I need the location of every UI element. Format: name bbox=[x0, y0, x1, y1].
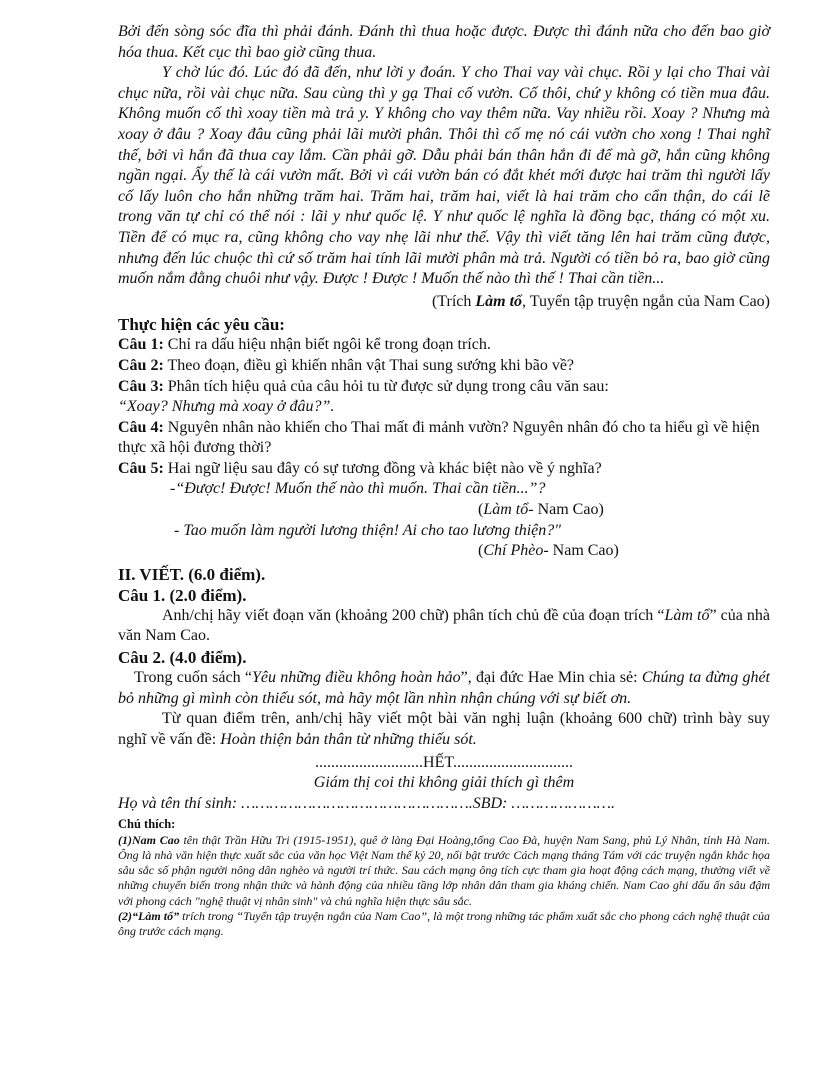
proctor-note: Giám thị coi thi không giải thích gì thêm bbox=[313, 774, 575, 792]
writing-q1-title: Làm tổ bbox=[664, 606, 710, 624]
passage-paragraph-2: Y chờ lúc đó. Lúc đó đã đến, như lời y đoán. Y cho Thai vay vài chục. Rồi y lại cho Thai vài chục nữa, rồi vài chục nữa. Sau cùng thì y gạ Thai cố vườn. Cố thôi, chứ y không có tiền mua đâu. Không muốn cố thì xoay tiền mà trả y. Y không cho vay thêm nữa. Vay nhiều rồi. Xoay ? Nhưng mà xoay ở đâu ? Xoay đâu cũng phải lãi mười phân. Thôi thì cố mẹ nó cái vườn cho xong ! Thai nghĩ thế, bởi vì hắn đã thua cay lắm. Cần phải gỡ. Dẫu phải bán thân hắn đi để mà gỡ, hắn cũng không ngần ngại. Ấy thế là cái vườn mất. Bởi vì cái vườn bán có đắt khét mới được hai trăm thì người lấy cố lấy luôn cho hắn những trăm hai. Trăm hai, trăm hai, viết là hai trăm cho cẩn thận, do cái lẽ trong văn tự chỉ có thể nói : lãi y như quốc lệ. Y như quốc lệ nghĩa là đồng bạc, tháng có một xu. Tiền để có mục ra, cũng không cho vay nhẹ lãi như thế. Vậy thì viết tăng lên hai trăm cũng được, nhưng đến lúc chuộc thì cứ số trăm hai tính lãi mười phân mà trả. Người có tiền bỏ ra, bao giờ cũng muốn nắm đằng chuôi như vậy. Được ! Được ! Muốn thế nào thì thế ! Thai cần tiền... bbox=[118, 64, 770, 288]
question-5-quote-2: - Tao muốn làm người lương thiện! Ai cho tao lương thiện?" bbox=[174, 521, 561, 539]
writing-q2-task bbox=[118, 709, 770, 750]
question-4-label: Câu 4: bbox=[118, 418, 164, 436]
writing-heading: II. VIẾT. (6.0 điểm). bbox=[118, 564, 266, 584]
question-5-text: Hai ngữ liệu sau đây có sự tương đồng và khác biệt nào về ý nghĩa? bbox=[163, 459, 602, 477]
exam-page bbox=[118, 22, 770, 940]
passage-paragraph-1: Bởi đến sòng sóc đĩa thì phải đánh. Đánh thì thua hoặc được. Được thì đánh nữa cho đến bao giờ hóa thua. Kết cục thì bao giờ cũng thua. bbox=[118, 23, 770, 61]
candidate-line: Họ và tên thí sinh: ………………………………………….SBD: …………………. bbox=[118, 795, 615, 812]
question-3 bbox=[118, 377, 770, 398]
writing-q2-text-a: Trong cuốn sách “ bbox=[134, 669, 252, 687]
source-2-rest: - Nam Cao) bbox=[543, 542, 619, 560]
writing-q2-heading: Câu 2. (4.0 điểm). bbox=[118, 648, 247, 668]
passage-source bbox=[118, 292, 770, 313]
source-1-rest: - Nam Cao) bbox=[528, 501, 604, 519]
question-1-label: Câu 1: bbox=[118, 336, 164, 354]
end-marker: ...........................HẾT.............................. bbox=[315, 754, 573, 772]
source-title: Làm tổ bbox=[475, 292, 523, 310]
writing-q2-text-b: ”, đại đức Hae Min chia sẻ: bbox=[460, 669, 642, 687]
question-1-text: Chỉ ra dấu hiệu nhận biết ngôi kể trong đoạn trích. bbox=[163, 336, 491, 354]
note-1-text: tên thật Trần Hữu Tri (1915-1951), quê ở làng Đại Hoàng,tổng Cao Đà, huyện Nam Sang, phủ Lý Nhân, tỉnh Hà Nam. Ông là nhà văn hiện thực xuất sắc của văn học Việt Nam thế kỷ 20, nổi bật trước Cách mạng tháng Tám với các truyện ngắn khắc họa sâu sắc số phận người nông dân nghèo và người trí thức. Sau cách mạng ông tích cực tham gia hoạt động cách mạng, thường viết về những chuyển biến trong nhận thức và hành động của nhiều tầng lớp nhân dân tham gia kháng chiến. Nam Cao ghi dấu ấn sâu đậm với phong cách "nghệ thuật vị nhân sinh" và chủ nghĩa hiện thực sâu sắc. bbox=[118, 832, 771, 908]
note-2 bbox=[118, 909, 770, 940]
question-5-source-1: (Làm tổ- Nam Cao) bbox=[478, 501, 604, 519]
note-2-label: (2)“Làm tổ” bbox=[118, 909, 180, 924]
writing-q2-task-a: Từ quan điểm trên, anh/chị hãy viết một bài văn nghị luận (khoảng 600 chữ) trình bày suy nghĩ về vấn đề: bbox=[118, 710, 770, 748]
source-suffix: , Tuyển tập truyện ngắn của Nam Cao) bbox=[522, 292, 770, 310]
question-3-text: Phân tích hiệu quả của câu hỏi tu từ được sử dụng trong câu văn sau: bbox=[163, 377, 609, 395]
writing-q2-book: Yêu những điều không hoàn hảo bbox=[251, 669, 461, 687]
note-1-label: (1)Nam Cao bbox=[118, 832, 180, 847]
writing-q2-text bbox=[118, 668, 770, 709]
writing-q2-quote: Chúng ta đừng ghét bỏ những gì mình còn thiếu sót, mà hãy một lần nhìn nhận chúng với sự biết ơn. bbox=[118, 669, 770, 707]
question-3-label: Câu 3: bbox=[118, 377, 164, 395]
question-5-quote-1: -“Được! Được! Muốn thế nào thì muốn. Thai cần tiền...”? bbox=[170, 480, 546, 498]
notes-heading: Chú thích: bbox=[118, 816, 176, 831]
question-5-label: Câu 5: bbox=[118, 459, 164, 477]
question-1 bbox=[118, 335, 770, 356]
note-2-text: trích trong “Tuyển tập truyện ngắn của Nam Cao”, là một trong những tác phẩm xuất sắc cho phong cách nghệ thuật của ông trước cách mạng. bbox=[118, 909, 770, 939]
question-3-quote: “Xoay? Nhưng mà xoay ở đâu?”. bbox=[118, 398, 335, 416]
writing-q1-text-b: ” của nhà văn Nam Cao. bbox=[118, 606, 771, 645]
writing-q1-text-a: Anh/chị hãy viết đoạn văn (khoảng 200 chữ) phân tích chủ đề của đoạn trích “ bbox=[162, 606, 665, 624]
question-2-text: Theo đoạn, điều gì khiến nhân vật Thai sung sướng khi bão về? bbox=[163, 356, 575, 374]
source-1-title: Làm tổ bbox=[483, 501, 529, 519]
question-2 bbox=[118, 356, 770, 377]
question-4 bbox=[118, 418, 770, 459]
source-prefix: (Trích bbox=[431, 292, 476, 310]
question-5 bbox=[118, 459, 770, 480]
writing-q2-task-b: Hoàn thiện bản thân từ những thiếu sót. bbox=[220, 730, 477, 748]
question-4-text: Nguyên nhân nào khiến cho Thai mất đi mảnh vườn? Nguyên nhân đó cho ta hiểu gì về hiện thực xã hội đương thời? bbox=[118, 418, 760, 457]
note-1 bbox=[118, 833, 770, 909]
question-5-source-2: (Chí Phèo- Nam Cao) bbox=[478, 542, 619, 560]
writing-q1-text bbox=[118, 606, 770, 647]
source-2-title: Chí Phèo bbox=[483, 542, 544, 560]
tasks-heading: Thực hiện các yêu cầu: bbox=[118, 315, 285, 335]
writing-q1-heading: Câu 1. (2.0 điểm). bbox=[118, 585, 247, 605]
question-2-label: Câu 2: bbox=[118, 356, 164, 374]
